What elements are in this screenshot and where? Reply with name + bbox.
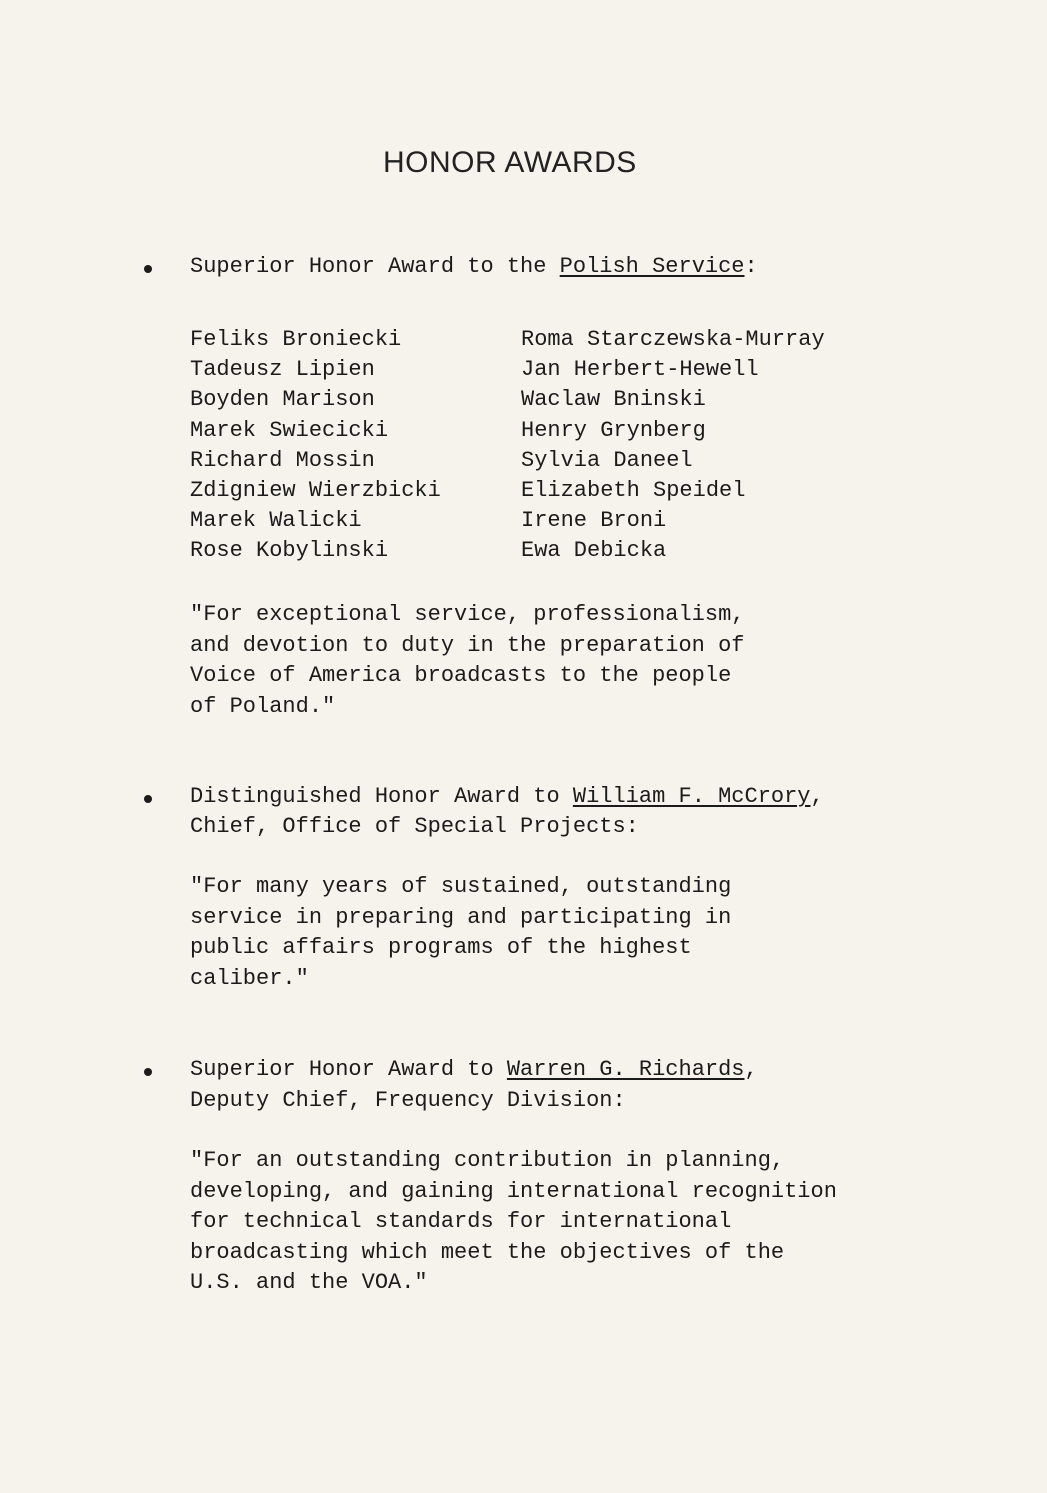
- award-suffix: ,: [744, 1057, 758, 1082]
- name-item: Ewa Debicka: [521, 538, 667, 564]
- bullet-icon: [144, 795, 152, 803]
- citation-line: Voice of America broadcasts to the people: [190, 663, 732, 688]
- citation-line: of Poland.": [190, 693, 336, 719]
- name-item: Jan Herbert-Hewell: [521, 357, 759, 383]
- citation-line: developing, and gaining international recognition: [190, 1178, 837, 1204]
- citation-line: caliber.": [190, 965, 309, 991]
- award-heading: [190, 252, 758, 282]
- page-title: HONOR AWARDS: [383, 146, 637, 179]
- name-item: Marek Walicki: [190, 508, 362, 534]
- award-title: Deputy Chief, Frequency Division:: [190, 1088, 626, 1113]
- name-item: Irene Broni: [521, 508, 667, 534]
- citation-line: "For an outstanding contribution in planning,: [190, 1148, 785, 1173]
- name-item: Zdigniew Wierzbicki: [190, 477, 441, 503]
- names-left-column: [190, 325, 441, 567]
- award-suffix: :: [744, 254, 758, 279]
- citation-line: public affairs programs of the highest: [190, 935, 692, 960]
- name-item: Sylvia Daneel: [521, 447, 693, 473]
- bullet-icon: [144, 1068, 152, 1076]
- name-item: Henry Grynberg: [521, 417, 706, 443]
- name-item: Boyden Marison: [190, 387, 375, 413]
- award-heading: [190, 1055, 758, 1085]
- name-item: Waclaw Bninski: [521, 387, 706, 413]
- name-item: Feliks Broniecki: [190, 327, 402, 352]
- award-citation: [190, 1146, 837, 1299]
- name-item: Tadeusz Lipien: [190, 357, 375, 383]
- award-prefix: Superior Honor Award to the: [190, 254, 560, 279]
- award-recipient: William F. McCrory: [572, 784, 811, 809]
- citation-line: service in preparing and participating in: [190, 904, 732, 930]
- award-citation: [190, 872, 731, 994]
- name-item: Elizabeth Speidel: [521, 477, 746, 503]
- name-item: Richard Mossin: [190, 447, 375, 473]
- award-citation: [190, 600, 745, 722]
- name-item: Rose Kobylinski: [190, 538, 389, 564]
- bullet-icon: [144, 265, 152, 273]
- award-title: Chief, Office of Special Projects:: [190, 814, 639, 839]
- citation-line: "For exceptional service, professionalism,: [190, 602, 745, 627]
- name-item: Roma Starczewska-Murray: [521, 327, 825, 352]
- award-recipient: Warren G. Richards: [506, 1057, 745, 1082]
- citation-line: and devotion to duty in the preparation of: [190, 632, 745, 658]
- award-prefix: Superior Honor Award to: [190, 1057, 507, 1082]
- award-prefix: Distinguished Honor Award to: [190, 784, 573, 809]
- citation-line: broadcasting which meet the objectives of the: [190, 1239, 785, 1265]
- award-heading: [190, 782, 824, 812]
- award-recipient: Polish Service: [559, 254, 745, 279]
- name-item: Marek Swiecicki: [190, 417, 389, 443]
- names-right-column: [521, 325, 825, 567]
- citation-line: for technical standards for international: [190, 1209, 732, 1234]
- award-suffix: ,: [810, 784, 824, 809]
- citation-line: "For many years of sustained, outstanding: [190, 874, 732, 899]
- citation-line: U.S. and the VOA.": [190, 1270, 428, 1295]
